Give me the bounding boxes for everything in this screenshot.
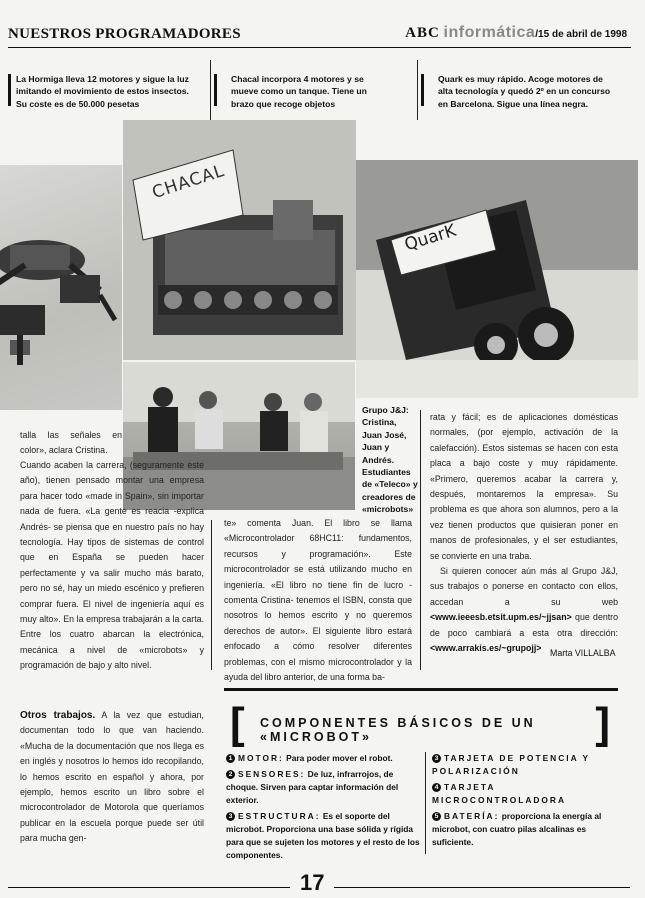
photo-quark	[356, 160, 638, 398]
component-key: BATERÍA:	[444, 811, 500, 821]
section-title: NUESTROS PROGRAMADORES	[8, 26, 241, 42]
col1-paragraph-3: A la vez que estudian, documentan todo lo que van haciendo. «Mucha de la documentación que nos llega es en inglés y nosotros lo hemos ido recopilando, lo hemos escrito en español y ahora, por ejemplo, hemos escrito un libro sobre el microcontrolador de Motorola que queríamos publicar en la escuela porque puede ser útil para mucha gen-	[20, 710, 204, 844]
component-text: De luz, infrarrojos, de choque. Sirven para captar información del exterior.	[226, 769, 399, 805]
caption-chacal: Chacal incorpora 4 motores y se mueve como un tanque. Tiene un brazo que recoge objetos	[231, 74, 367, 109]
number-badge-icon: 3	[432, 754, 441, 763]
col3-paragraph-2a: Si quieren conocer aún más al Grupo J&J, sus trabajos o ponerse en contacto con ellos, accedan a su web	[430, 566, 618, 607]
component-text: proporciona la energía al microbot, con cuatro pilas alcalinas es suficiente.	[432, 811, 602, 847]
quark-robot-image	[356, 160, 638, 398]
component-item	[226, 810, 422, 862]
col1-paragraph-2: Cuando acaben la carrera, (seguramente este año), tienen pensado montar una empresa para hacer todo «made in Spain», sin importar nada de fuera. «La gente es reacia -explica Andrés- se piensa que en nuestro país no hay tecnología. Hay tipos de sistemas de control que en España se pueden hacer perfectamente y va salir mucho más barato, pero no sé, hay un miedo escénico y prefieren comprar fuera. El nivel de ingeniería aquí es muy alto». En la empresa trabajarán a la carta. Entre los cuatro abarcan la electrónica, mecánica a nivel de «microbots» y programación de bajo y alto nivel.	[20, 460, 204, 671]
component-item	[432, 781, 618, 807]
photo-hormiga	[0, 165, 122, 410]
components-title-text: COMPONENTES BÁSICOS DE UN «MICROBOT»	[260, 716, 536, 744]
col2-paragraph-1: te» comenta Juan. El libro se llama «Microcontrolador 68HC11: fundamentos, recursos y programación». Este microcontrolador se está utilizando mucho en ingeniería. «El libro no tiene fin de lucro -comenta Cristina- tenemos el ISBN, consta que nosotros lo hemos escrito y no queremos derechos de autor». El siguiente libro estará enfocado a cómo resolver diferentes problemas, con el mismo microcontrolador y la ayuda del libro anterior, de una forma ba-	[224, 518, 412, 683]
components-box-title	[230, 699, 610, 748]
masthead-abc: ABC	[405, 25, 440, 41]
column-divider	[210, 60, 211, 120]
hormiga-robot-image	[0, 165, 122, 410]
component-key: SENSORES:	[238, 769, 306, 779]
header-rule	[8, 47, 631, 48]
bracket-right-icon: ]	[595, 699, 610, 748]
photo-chacal	[123, 120, 356, 360]
component-text: Es el soporte del microbot. Proporciona una base sólida y rígida para que se sujeten los motores y el resto de los componentes.	[226, 811, 420, 860]
components-col-left	[226, 752, 422, 862]
caption-marker	[8, 74, 11, 106]
col1-text-b	[20, 458, 204, 674]
caption-marker	[421, 74, 424, 106]
number-badge-icon: 2	[226, 770, 235, 779]
component-text: Para poder mover el robot.	[286, 753, 393, 763]
number-badge-icon: 5	[432, 812, 441, 821]
caption-quark: Quark es muy rápido. Acoge motores de alta tecnología y quedó 2º en un concurso en Barcelona. Sigue una línea negra.	[438, 74, 611, 109]
components-col-right	[432, 752, 618, 849]
number-badge-icon: 4	[432, 783, 441, 792]
caption-grupo: Grupo J&J: Cristina, Juan José, Juan y Andrés. Estudiantes de «Teleco» y creadores de «microbots»	[362, 405, 418, 515]
byline: Marta VILLALBA	[550, 648, 616, 658]
col1-text-a	[20, 428, 122, 459]
masthead-brand: informática	[443, 24, 536, 41]
box-divider	[425, 752, 426, 854]
page-number: 17	[300, 870, 325, 895]
column-divider	[211, 520, 212, 670]
component-item	[432, 810, 618, 849]
chacal-sign-label: CHACAL	[149, 160, 228, 204]
footer-rule-left	[8, 887, 290, 888]
col1-text-c	[20, 708, 204, 847]
col3-text	[430, 410, 618, 657]
number-badge-icon: 1	[226, 754, 235, 763]
component-item	[226, 752, 422, 765]
component-item	[432, 752, 618, 778]
footer-rule-right	[334, 887, 630, 888]
component-key: MOTOR:	[238, 753, 284, 763]
quark-sign-label: QuarK	[402, 220, 459, 256]
component-key: ESTRUCTURA:	[238, 811, 321, 821]
col2-text	[224, 516, 412, 685]
component-item	[226, 768, 422, 807]
column-divider	[420, 410, 421, 670]
caption-hormiga: La Hormiga lleva 12 motores y sigue la luz imitando el movimiento de estos insectos. Su coste es de 50.000 pesetas	[16, 74, 189, 109]
issue-date: /15 de abril de 1998	[535, 29, 627, 40]
component-key: TARJETA DE POTENCIA Y POLARIZACIÓN	[432, 753, 590, 776]
col1-lead: Otros trabajos.	[20, 710, 96, 721]
col3-paragraph-1: rata y fácil; es de aplicaciones domésticas normales, (por ejemplo, activación de la calefacción). Estos sistemas se hacen con esta placa a bajo coste y muy rápidamente. «Primero, queremos acabar la carrera y, después, montaremos la empresa». Su problema es que ahora son alumnos, pero a la vez tienen productos que quisieran poner en manos de profesionales, y el ser estudiantes, se convierte en una traba.	[430, 412, 618, 561]
caption-marker	[214, 74, 217, 106]
number-badge-icon: 3	[226, 812, 235, 821]
component-key: TARJETA MICROCONTROLADORA	[432, 782, 567, 805]
chacal-robot-image	[123, 120, 356, 360]
column-divider	[417, 60, 418, 120]
web-url-1[interactable]: <www.ieeesb.etsit.upm.es/~jjsan>	[430, 612, 572, 623]
bracket-left-icon: [	[230, 699, 245, 748]
web-url-2[interactable]: <www.arrakis.es/~grupojj>	[430, 643, 542, 654]
col1-paragraph-1: talla las señales en color», aclara Cristina.	[20, 430, 122, 456]
col3-paragraph-2b: que dentro de poco cambiará a esta otra dirección:	[430, 612, 618, 638]
masthead	[405, 24, 627, 42]
